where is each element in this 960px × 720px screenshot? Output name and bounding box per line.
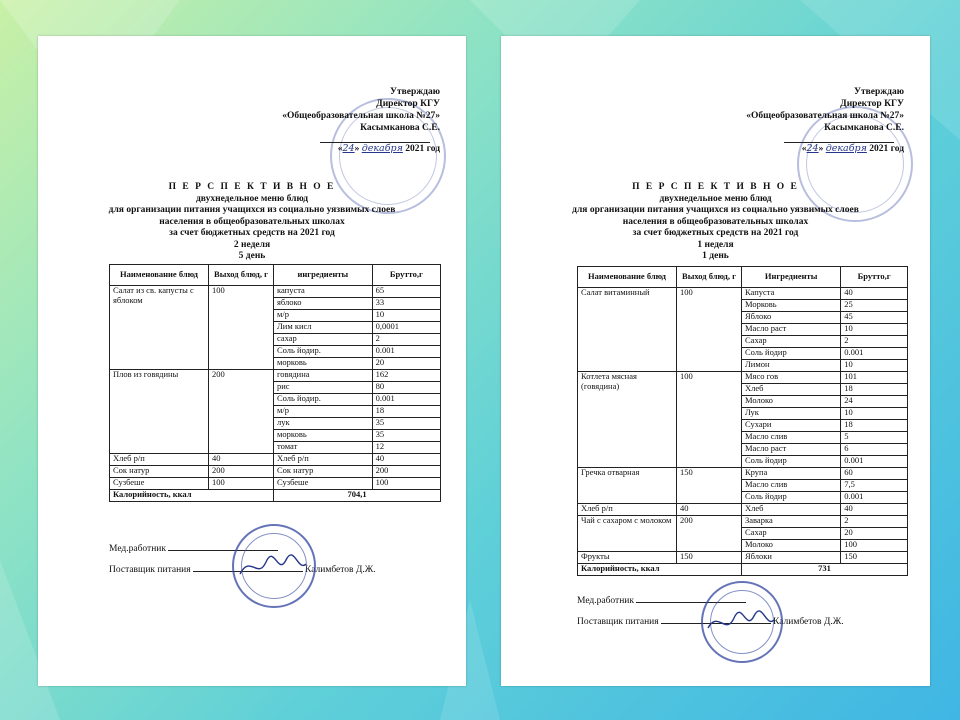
ingredient: Молоко — [742, 540, 841, 552]
gross-weight: 162 — [372, 370, 440, 382]
gross-weight: 18 — [372, 406, 440, 418]
ingredient: Лук — [742, 408, 841, 420]
gross-weight: 10 — [841, 324, 908, 336]
calories-row — [110, 490, 441, 502]
menu-page-week1-day1 — [501, 36, 930, 686]
dish-name: Котлета мясная (говядина) — [578, 372, 677, 468]
ingredient: Сузбеше — [274, 478, 373, 490]
gross-weight: 0.001 — [372, 394, 440, 406]
calories-label: Калорийность, ккал — [110, 490, 274, 502]
approve-line: Утверждаю — [854, 87, 904, 97]
table-row — [110, 370, 441, 382]
ingredient: Яблоки — [742, 552, 841, 564]
table-row — [110, 286, 441, 298]
gross-weight: 0.001 — [841, 492, 908, 504]
ingredient: морковь — [274, 430, 373, 442]
gross-weight: 7,5 — [841, 480, 908, 492]
ingredient: м/р — [274, 406, 373, 418]
ingredient: Масло раст — [742, 444, 841, 456]
approval-date: «24» декабря 2021 год — [801, 143, 904, 154]
gross-weight: 10 — [372, 310, 440, 322]
dish-output: 200 — [209, 370, 274, 454]
ingredient: Сахар — [742, 528, 841, 540]
med-worker-label: Мед.работник — [577, 596, 634, 606]
ingredient: Яблоко — [742, 312, 841, 324]
column-header: Ингредиенты — [742, 267, 841, 288]
ingredient: морковь — [274, 358, 373, 370]
approve-line: «Общеобразовательная школа №27» — [282, 111, 440, 121]
med-worker-label: Мед.работник — [109, 544, 166, 554]
gross-weight: 18 — [841, 420, 908, 432]
approve-line: Директор КГУ — [376, 99, 440, 109]
ingredient: томат — [274, 442, 373, 454]
gross-weight: 25 — [841, 300, 908, 312]
ingredient: капуста — [274, 286, 373, 298]
menu-table — [577, 266, 908, 576]
gross-weight: 100 — [841, 540, 908, 552]
dish-output: 200 — [209, 466, 274, 478]
column-header: Наименование блюд — [110, 265, 209, 286]
ingredient: Капуста — [742, 288, 841, 300]
ingredient: яблоко — [274, 298, 373, 310]
gross-weight: 2 — [841, 516, 908, 528]
gross-weight: 6 — [841, 444, 908, 456]
dish-output: 40 — [209, 454, 274, 466]
table-row — [578, 468, 908, 480]
approve-line: Касымканова С.Е. — [360, 123, 440, 133]
approve-line: Касымканова С.Е. — [824, 123, 904, 133]
ingredient: Заварка — [742, 516, 841, 528]
ingredient: Масло слив — [742, 432, 841, 444]
approval-block — [746, 86, 904, 155]
column-header: ингредиенты — [274, 265, 373, 286]
ingredient: Сок натур — [274, 466, 373, 478]
signature-scribble — [706, 608, 776, 638]
gross-weight: 40 — [372, 454, 440, 466]
table-row — [578, 372, 908, 384]
dish-output: 200 — [677, 516, 742, 552]
dish-name: Фрукты — [578, 552, 677, 564]
ingredient: Лим кисл — [274, 322, 373, 334]
ingredient: Соль йодир — [742, 348, 841, 360]
dish-output: 40 — [677, 504, 742, 516]
supplier-label: Поставщик питания — [109, 564, 191, 575]
dish-output: 150 — [677, 552, 742, 564]
document-title: П Е Р С П Е К Т И В Н О Е двухнедельное меню блюд для организации питания учащихся из социально уязвимых слоев населения в общеобразовательных школах за счет бюджетных средств на 2021 год 2 неделя 5 день — [108, 182, 396, 261]
approval-block — [282, 86, 440, 155]
gross-weight: 80 — [372, 382, 440, 394]
gross-weight: 18 — [841, 384, 908, 396]
gross-weight: 24 — [841, 396, 908, 408]
gross-weight: 35 — [372, 430, 440, 442]
table-header-row — [110, 265, 441, 286]
supplier-name: Калимбетов Д.Ж. — [305, 564, 376, 575]
table-row — [578, 288, 908, 300]
ingredient: Масло раст — [742, 324, 841, 336]
gross-weight: 0.001 — [841, 456, 908, 468]
gross-weight: 101 — [841, 372, 908, 384]
dish-name: Хлеб р/п — [110, 454, 209, 466]
gross-weight: 40 — [841, 288, 908, 300]
ingredient: Крупа — [742, 468, 841, 480]
dish-name: Салат витаминный — [578, 288, 677, 372]
ingredient: Хлеб — [742, 384, 841, 396]
dish-name: Плов из говядины — [110, 370, 209, 454]
gross-weight: 60 — [841, 468, 908, 480]
dish-name: Сузбеше — [110, 478, 209, 490]
menu-page-week2-day5 — [38, 36, 466, 686]
gross-weight: 20 — [841, 528, 908, 540]
table-row — [578, 504, 908, 516]
ingredient: Соль йодир — [742, 492, 841, 504]
table-row — [578, 516, 908, 528]
gross-weight: 150 — [841, 552, 908, 564]
dish-output: 100 — [677, 372, 742, 468]
column-header: Брутто,г — [841, 267, 908, 288]
approval-date: «24» декабря 2021 год — [337, 143, 440, 154]
ingredient: сахар — [274, 334, 373, 346]
dish-name: Хлеб р/п — [578, 504, 677, 516]
document-title: П Е Р С П Е К Т И В Н О Е двухнедельное меню блюд для организации питания учащихся из социально уязвимых слоев населения в общеобразовательных школах за счет бюджетных средств на 2021 год 1 неделя 1 день — [572, 182, 859, 261]
ingredient: Хлеб р/п — [274, 454, 373, 466]
ingredient: Сухари — [742, 420, 841, 432]
gross-weight: 10 — [841, 360, 908, 372]
dish-output: 100 — [209, 478, 274, 490]
signature-scribble — [238, 552, 308, 582]
dish-output: 100 — [677, 288, 742, 372]
ingredient: Сахар — [742, 336, 841, 348]
gross-weight: 2 — [372, 334, 440, 346]
calories-label: Калорийность, ккал — [578, 564, 742, 576]
dish-name: Сок натур — [110, 466, 209, 478]
ingredient: Мясо гов — [742, 372, 841, 384]
supplier-label: Поставщик питания — [577, 616, 659, 627]
gross-weight: 100 — [372, 478, 440, 490]
gross-weight: 200 — [372, 466, 440, 478]
column-header: Наименование блюд — [578, 267, 677, 288]
ingredient: Соль йодир. — [274, 346, 373, 358]
ingredient: лук — [274, 418, 373, 430]
table-row — [110, 466, 441, 478]
table-header-row — [578, 267, 908, 288]
gross-weight: 2 — [841, 336, 908, 348]
approve-line: Утверждаю — [390, 87, 440, 97]
calories-row — [578, 564, 908, 576]
calories-value: 704,1 — [274, 490, 441, 502]
menu-table — [109, 264, 441, 502]
table-row — [110, 478, 441, 490]
dish-name: Чай с сахаром с молоком — [578, 516, 677, 552]
ingredient: рис — [274, 382, 373, 394]
gross-weight: 5 — [841, 432, 908, 444]
gross-weight: 0.001 — [372, 346, 440, 358]
supplier-name: Калимбетов Д.Ж. — [773, 616, 844, 627]
table-row — [578, 552, 908, 564]
dish-name: Салат из св. капусты с яблоком — [110, 286, 209, 370]
calories-value: 731 — [742, 564, 908, 576]
gross-weight: 35 — [372, 418, 440, 430]
ingredient: Морковь — [742, 300, 841, 312]
gross-weight: 45 — [841, 312, 908, 324]
approve-line: Директор КГУ — [840, 99, 904, 109]
ingredient: Молоко — [742, 396, 841, 408]
ingredient: Масло слив — [742, 480, 841, 492]
gross-weight: 10 — [841, 408, 908, 420]
column-header: Выход блюд, г — [677, 267, 742, 288]
gross-weight: 65 — [372, 286, 440, 298]
dish-output: 100 — [209, 286, 274, 370]
column-header: Выход блюд, г — [209, 265, 274, 286]
gross-weight: 20 — [372, 358, 440, 370]
ingredient: Соль йодир — [742, 456, 841, 468]
ingredient: говядина — [274, 370, 373, 382]
gross-weight: 33 — [372, 298, 440, 310]
gross-weight: 40 — [841, 504, 908, 516]
ingredient: Лимон — [742, 360, 841, 372]
column-header: Брутто,г — [372, 265, 440, 286]
gross-weight: 0,0001 — [372, 322, 440, 334]
approve-line: «Общеобразовательная школа №27» — [746, 111, 904, 121]
ingredient: Хлеб — [742, 504, 841, 516]
gross-weight: 12 — [372, 442, 440, 454]
dish-name: Гречка отварная — [578, 468, 677, 504]
ingredient: Соль йодир. — [274, 394, 373, 406]
ingredient: м/р — [274, 310, 373, 322]
table-row — [110, 454, 441, 466]
dish-output: 150 — [677, 468, 742, 504]
gross-weight: 0.001 — [841, 348, 908, 360]
